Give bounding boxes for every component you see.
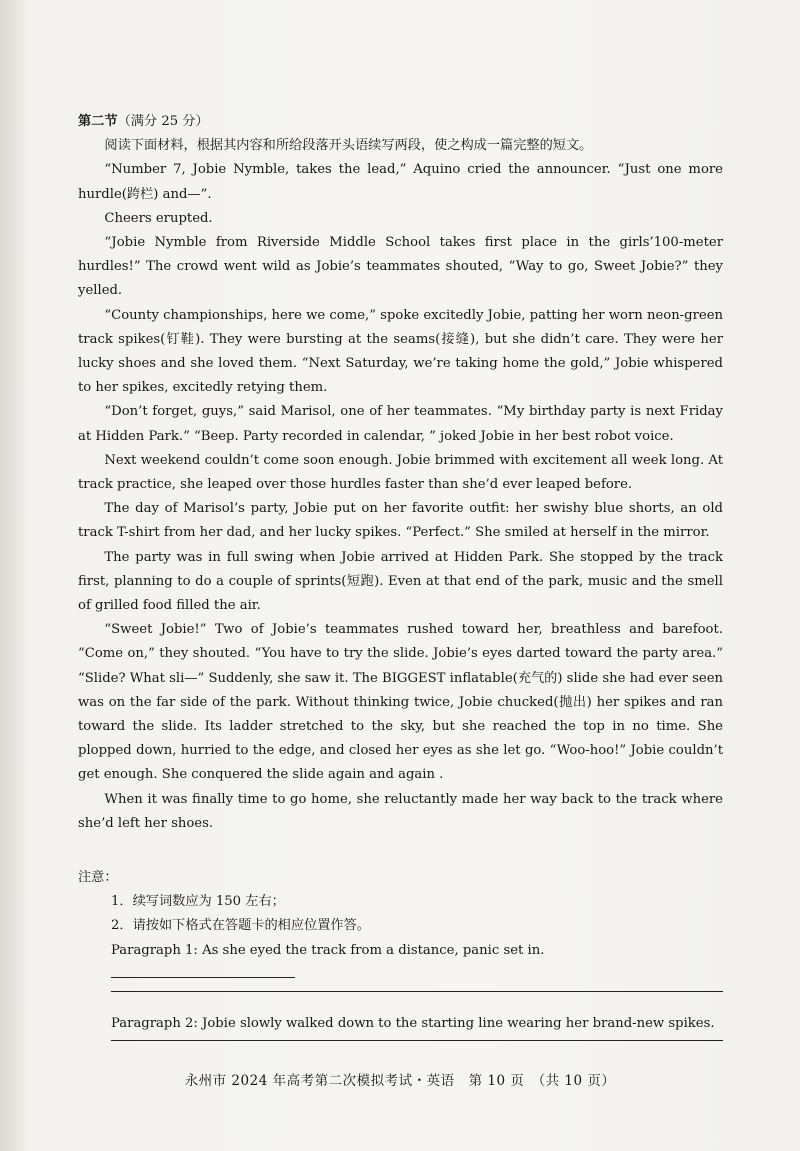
- passage-paragraph: The day of Marisol’s party, Jobie put on her favorite outfit: her swishy blue shorts, an old track T-shirt from her dad, and her lucky spikes. “Perfect.” She smiled at herself in the mirror.: [78, 501, 723, 541]
- note-item: 1．续写词数应为 150 左右；: [111, 894, 285, 910]
- section-title: 第二节: [78, 114, 118, 129]
- section-heading: [78, 110, 723, 134]
- passage-paragraph: When it was finally time to go home, she reluctantly made her way back to the track where she’d left her shoes.: [78, 791, 723, 831]
- section-score: （满分 25 分）: [117, 114, 209, 129]
- answer-line: [111, 1040, 723, 1041]
- note-item: 2．请按如下格式在答题卡的相应位置作答。: [111, 918, 370, 934]
- passage-paragraph: “Don’t forget, guys,” said Marisol, one of her teammates. “My birthday party is next Friday at Hidden Park.” “Beep. Party recorded in calendar, ” joked Jobie in her best robot voice.: [78, 404, 723, 444]
- passage-paragraph: “County championships, here we come,” spoke excitedly Jobie, patting her worn neon-green track spikes(钉鞋). They were bursting at the seams(接缝), but she didn’t care. They were her lucky shoes and she loved them. “Next Saturday, we’re taking home the gold,” Jobie whispered to her spikes, excitedly retying them.: [78, 307, 723, 396]
- paragraph-2-prompt: [78, 1012, 723, 1036]
- passage-paragraph: The party was in full swing when Jobie arrived at Hidden Park. She stopped by the track first, planning to do a couple of sprints(短跑). Even at that end of the park, music and the smell of grilled food filled the air.: [78, 549, 723, 614]
- paragraph-1-text: Paragraph 1: As she eyed the track from a distance, panic set in.: [111, 942, 545, 958]
- page-footer: 永州市 2024 年高考第二次模拟考试・英语 第 10 页 （共 10 页）: [184, 1073, 616, 1089]
- answer-blank: [111, 963, 295, 978]
- passage-paragraph: Next weekend couldn’t come soon enough. Jobie brimmed with excitement all week long. At track practice, she leaped over those hurdles faster than she’d ever leaped before.: [78, 452, 723, 493]
- notes-title: 注意：: [78, 870, 118, 885]
- passage-paragraph: Cheers erupted.: [104, 210, 213, 226]
- instructions: 阅读下面材料，根据其内容和所给段落开头语续写两段，使之构成一篇完整的短文。: [104, 138, 593, 154]
- answer-line: [111, 991, 723, 992]
- passage-paragraph: “Sweet Jobie!” Two of Jobie’s teammates rushed toward her, breathless and barefoot. “Come on,” they shouted. “You have to try the slide. Jobie’s eyes darted toward the party area.” “Slide? What sli—” Suddenly, she saw it. The BIGGEST inflatable(充气的) slide she had ever seen was on the far side of the park. Without thinking twice, Jobie chucked(抛出) her spikes and ran toward the slide. Its ladder stretched to the sky, but she reached the top in no time. She plopped down, hurried to the edge, and closed her eyes as she let go. “Woo-hoo!” Jobie couldn’t get enough. She conquered the slide again and again .: [78, 622, 723, 783]
- reading-section: [78, 110, 723, 836]
- paragraph-2-text: Paragraph 2: Jobie slowly walked down to the starting line wearing her brand-new spikes.: [111, 1016, 715, 1032]
- notes-section: [78, 866, 723, 1041]
- passage-paragraph: “Jobie Nymble from Riverside Middle School takes first place in the girls’100-meter hurdles!” The crowd went wild as Jobie’s teammates shouted, “Way to go, Sweet Jobie?” they yelled.: [78, 235, 723, 299]
- passage-paragraph: “Number 7, Jobie Nymble, takes the lead,” Aquino cried the announcer. “Just one more hurdle(跨栏) and—”.: [78, 162, 723, 202]
- paragraph-1-prompt: [78, 939, 723, 987]
